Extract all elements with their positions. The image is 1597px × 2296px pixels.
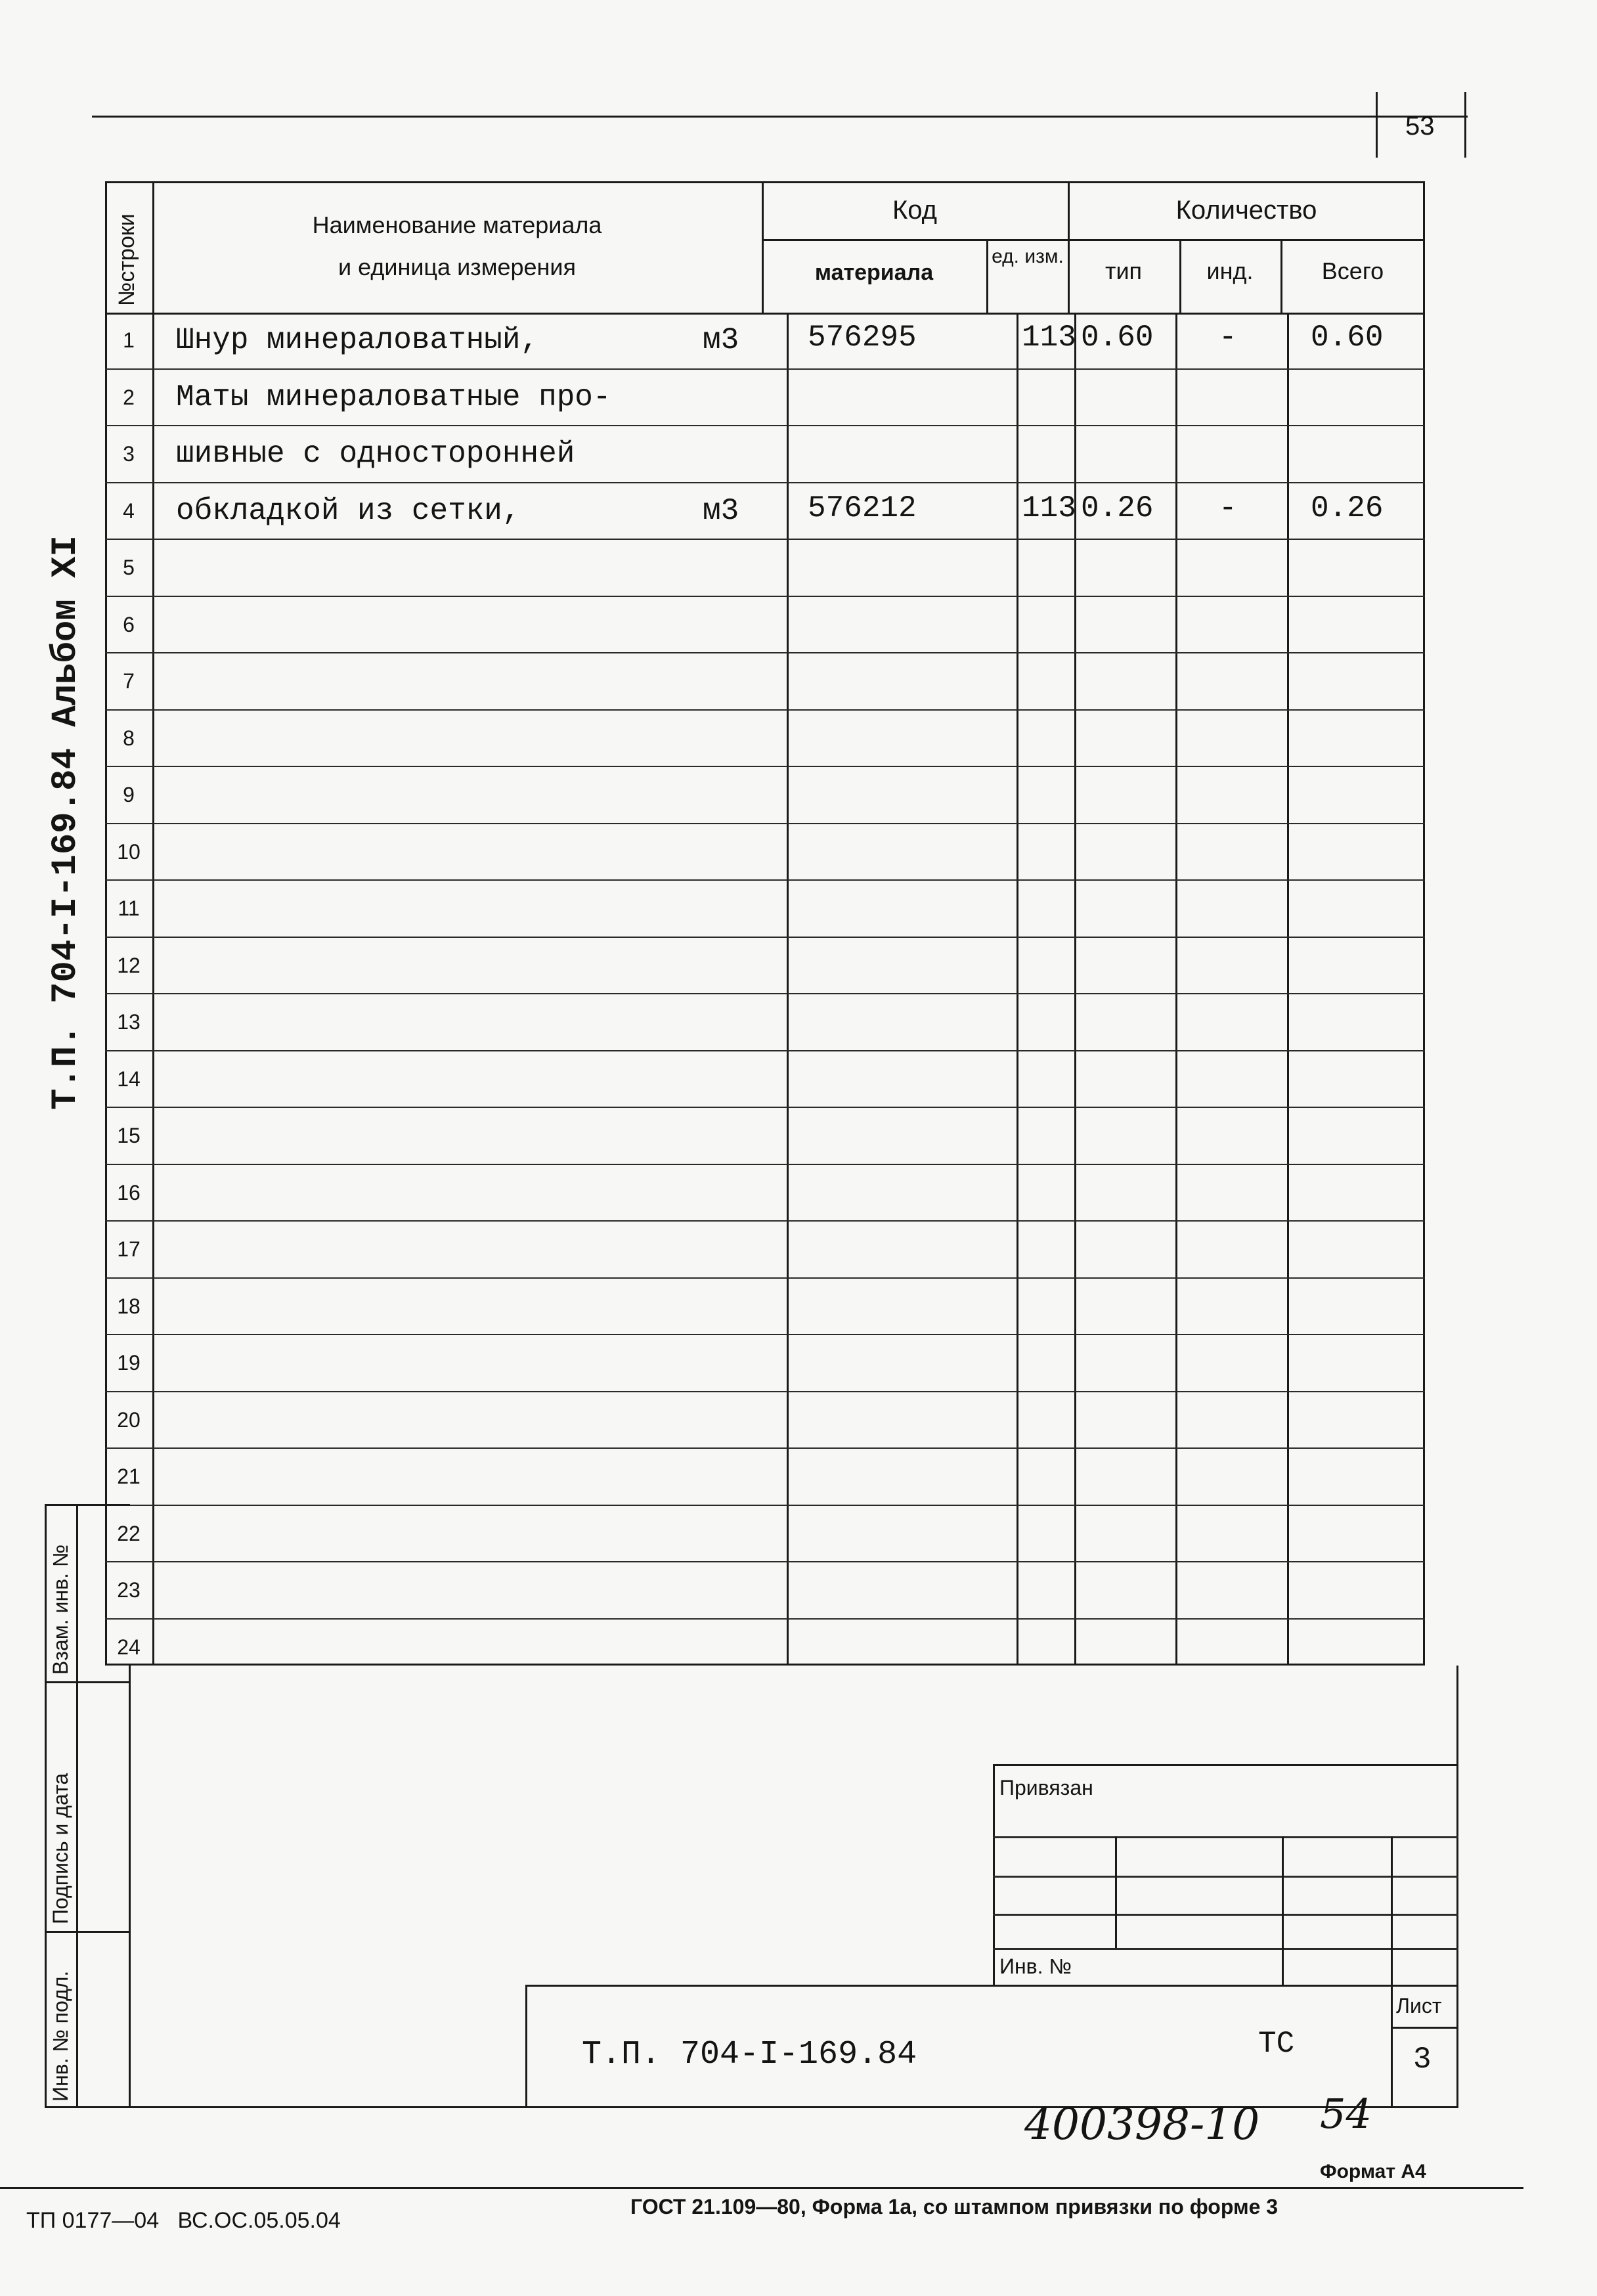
table-row xyxy=(105,483,1425,541)
table-row xyxy=(105,767,1425,824)
row-number: 7 xyxy=(123,669,135,693)
title-designation: Т.П. 704-I-169.84 xyxy=(582,2036,917,2073)
row-number: 24 xyxy=(117,1635,141,1659)
table-row xyxy=(105,1279,1425,1336)
row-number: 6 xyxy=(123,612,135,636)
header-qty: Количество xyxy=(1175,196,1317,225)
handwritten-number: 400398-10 xyxy=(1024,2099,1260,2150)
row-number: 16 xyxy=(117,1180,141,1204)
table-row xyxy=(105,1562,1425,1620)
row-number: 5 xyxy=(123,556,135,579)
materials-table xyxy=(105,181,1425,1666)
table-row xyxy=(105,1222,1425,1279)
footer-right: ГОСТ 21.109—80, Форма 1а, со штампом привязки по форме 3 xyxy=(630,2195,1279,2219)
row-number: 4 xyxy=(123,498,135,523)
side-title: Т.П. 704-I-169.84 Альбом XI xyxy=(46,535,86,1110)
row-number: 22 xyxy=(117,1521,141,1545)
row-number: 11 xyxy=(118,896,140,920)
row-unit: м3 xyxy=(703,323,739,357)
table-row xyxy=(105,370,1425,427)
footer-left: ТП 0177—04 ВС.ОС.05.05.04 xyxy=(26,2208,341,2233)
table-row xyxy=(105,824,1425,881)
title-block xyxy=(525,1985,1458,2108)
title-sheet-label: Лист xyxy=(1396,1994,1442,2018)
row-number: 21 xyxy=(117,1465,141,1488)
header-code: Код xyxy=(892,196,937,225)
table-row xyxy=(105,313,1425,370)
header-code-material: материала xyxy=(814,260,934,285)
row-number: 17 xyxy=(117,1237,141,1261)
row-qty-total: 0.60 xyxy=(1311,320,1384,355)
header-code-unit: ед. изм. xyxy=(992,246,1064,267)
table-row xyxy=(105,597,1425,654)
corner-box-left xyxy=(1376,92,1378,158)
header-qty-total: Всего xyxy=(1321,257,1384,284)
table-row xyxy=(105,881,1425,938)
row-number: 9 xyxy=(123,783,135,806)
table-row xyxy=(105,938,1425,995)
table-row xyxy=(105,1335,1425,1392)
table-row xyxy=(105,540,1425,597)
row-number: 1 xyxy=(123,328,135,352)
binding-inv-no: Инв. № xyxy=(999,1954,1072,1978)
stamp-inv-podl: Инв. № подл. xyxy=(49,1970,72,2102)
row-number: 15 xyxy=(117,1124,141,1147)
header-name-line2: и единица измерения xyxy=(338,254,576,280)
row-number: 18 xyxy=(117,1294,141,1318)
table-row xyxy=(105,426,1425,483)
row-code: 576295 xyxy=(808,320,917,355)
row-qty-ind: - xyxy=(1219,320,1237,355)
header-qty-type: тип xyxy=(1105,257,1143,284)
row-number: 14 xyxy=(117,1067,141,1091)
table-row xyxy=(105,1392,1425,1449)
stamp-vzam: Взам. инв. № xyxy=(49,1544,72,1675)
frame-left-lower xyxy=(129,1666,131,2108)
title-sheet-value: 3 xyxy=(1413,2042,1432,2077)
row-name: Шнур минераловатный, xyxy=(176,323,539,357)
row-number: 8 xyxy=(123,726,135,750)
handwritten-page: 54 xyxy=(1320,2090,1372,2138)
row-number: 10 xyxy=(117,839,141,864)
row-number: 12 xyxy=(117,953,141,977)
table-row xyxy=(105,1108,1425,1165)
row-name: шивные с односторонней xyxy=(176,437,575,471)
row-number: 3 xyxy=(123,442,135,466)
table-row xyxy=(105,1620,1425,1677)
header-name: Наименование материала xyxy=(312,211,602,238)
corner-box-right xyxy=(1464,92,1466,158)
left-stamp xyxy=(45,1504,130,2108)
table-row xyxy=(105,711,1425,768)
row-qty-type: 0.26 xyxy=(1081,491,1154,525)
row-qty-ind: - xyxy=(1219,491,1237,525)
title-code: ТС xyxy=(1258,2027,1295,2061)
table-row xyxy=(105,1506,1425,1563)
binding-block xyxy=(993,1764,1458,1985)
row-number: 13 xyxy=(117,1010,141,1034)
table-row xyxy=(105,1449,1425,1506)
corner-sheet-number: 53 xyxy=(1405,112,1435,141)
row-number: 2 xyxy=(123,385,135,409)
footer-line xyxy=(0,2187,1523,2189)
row-unit-code: 113 xyxy=(1022,491,1076,525)
row-number: 19 xyxy=(117,1351,141,1375)
row-unit: м3 xyxy=(703,493,739,528)
table-row xyxy=(105,1165,1425,1222)
row-number: 23 xyxy=(117,1578,141,1602)
table-row xyxy=(105,994,1425,1051)
table-row xyxy=(105,653,1425,711)
row-code: 576212 xyxy=(808,491,917,525)
binding-privyazan: Привязан xyxy=(999,1776,1093,1799)
format-label: Формат А4 xyxy=(1320,2161,1426,2182)
table-row xyxy=(105,1051,1425,1109)
row-number: 20 xyxy=(117,1407,141,1432)
header-qty-ind: инд. xyxy=(1206,257,1254,284)
row-unit-code: 113 xyxy=(1022,320,1076,355)
stamp-podpis: Подпись и дата xyxy=(49,1773,72,1924)
row-qty-type: 0.60 xyxy=(1081,320,1154,355)
row-name: Маты минераловатные про- xyxy=(176,380,611,414)
header-row-no: №строки xyxy=(114,213,139,306)
top-frame-line xyxy=(92,116,1468,118)
row-qty-total: 0.26 xyxy=(1311,491,1384,525)
row-name: обкладкой из сетки, xyxy=(176,493,521,528)
